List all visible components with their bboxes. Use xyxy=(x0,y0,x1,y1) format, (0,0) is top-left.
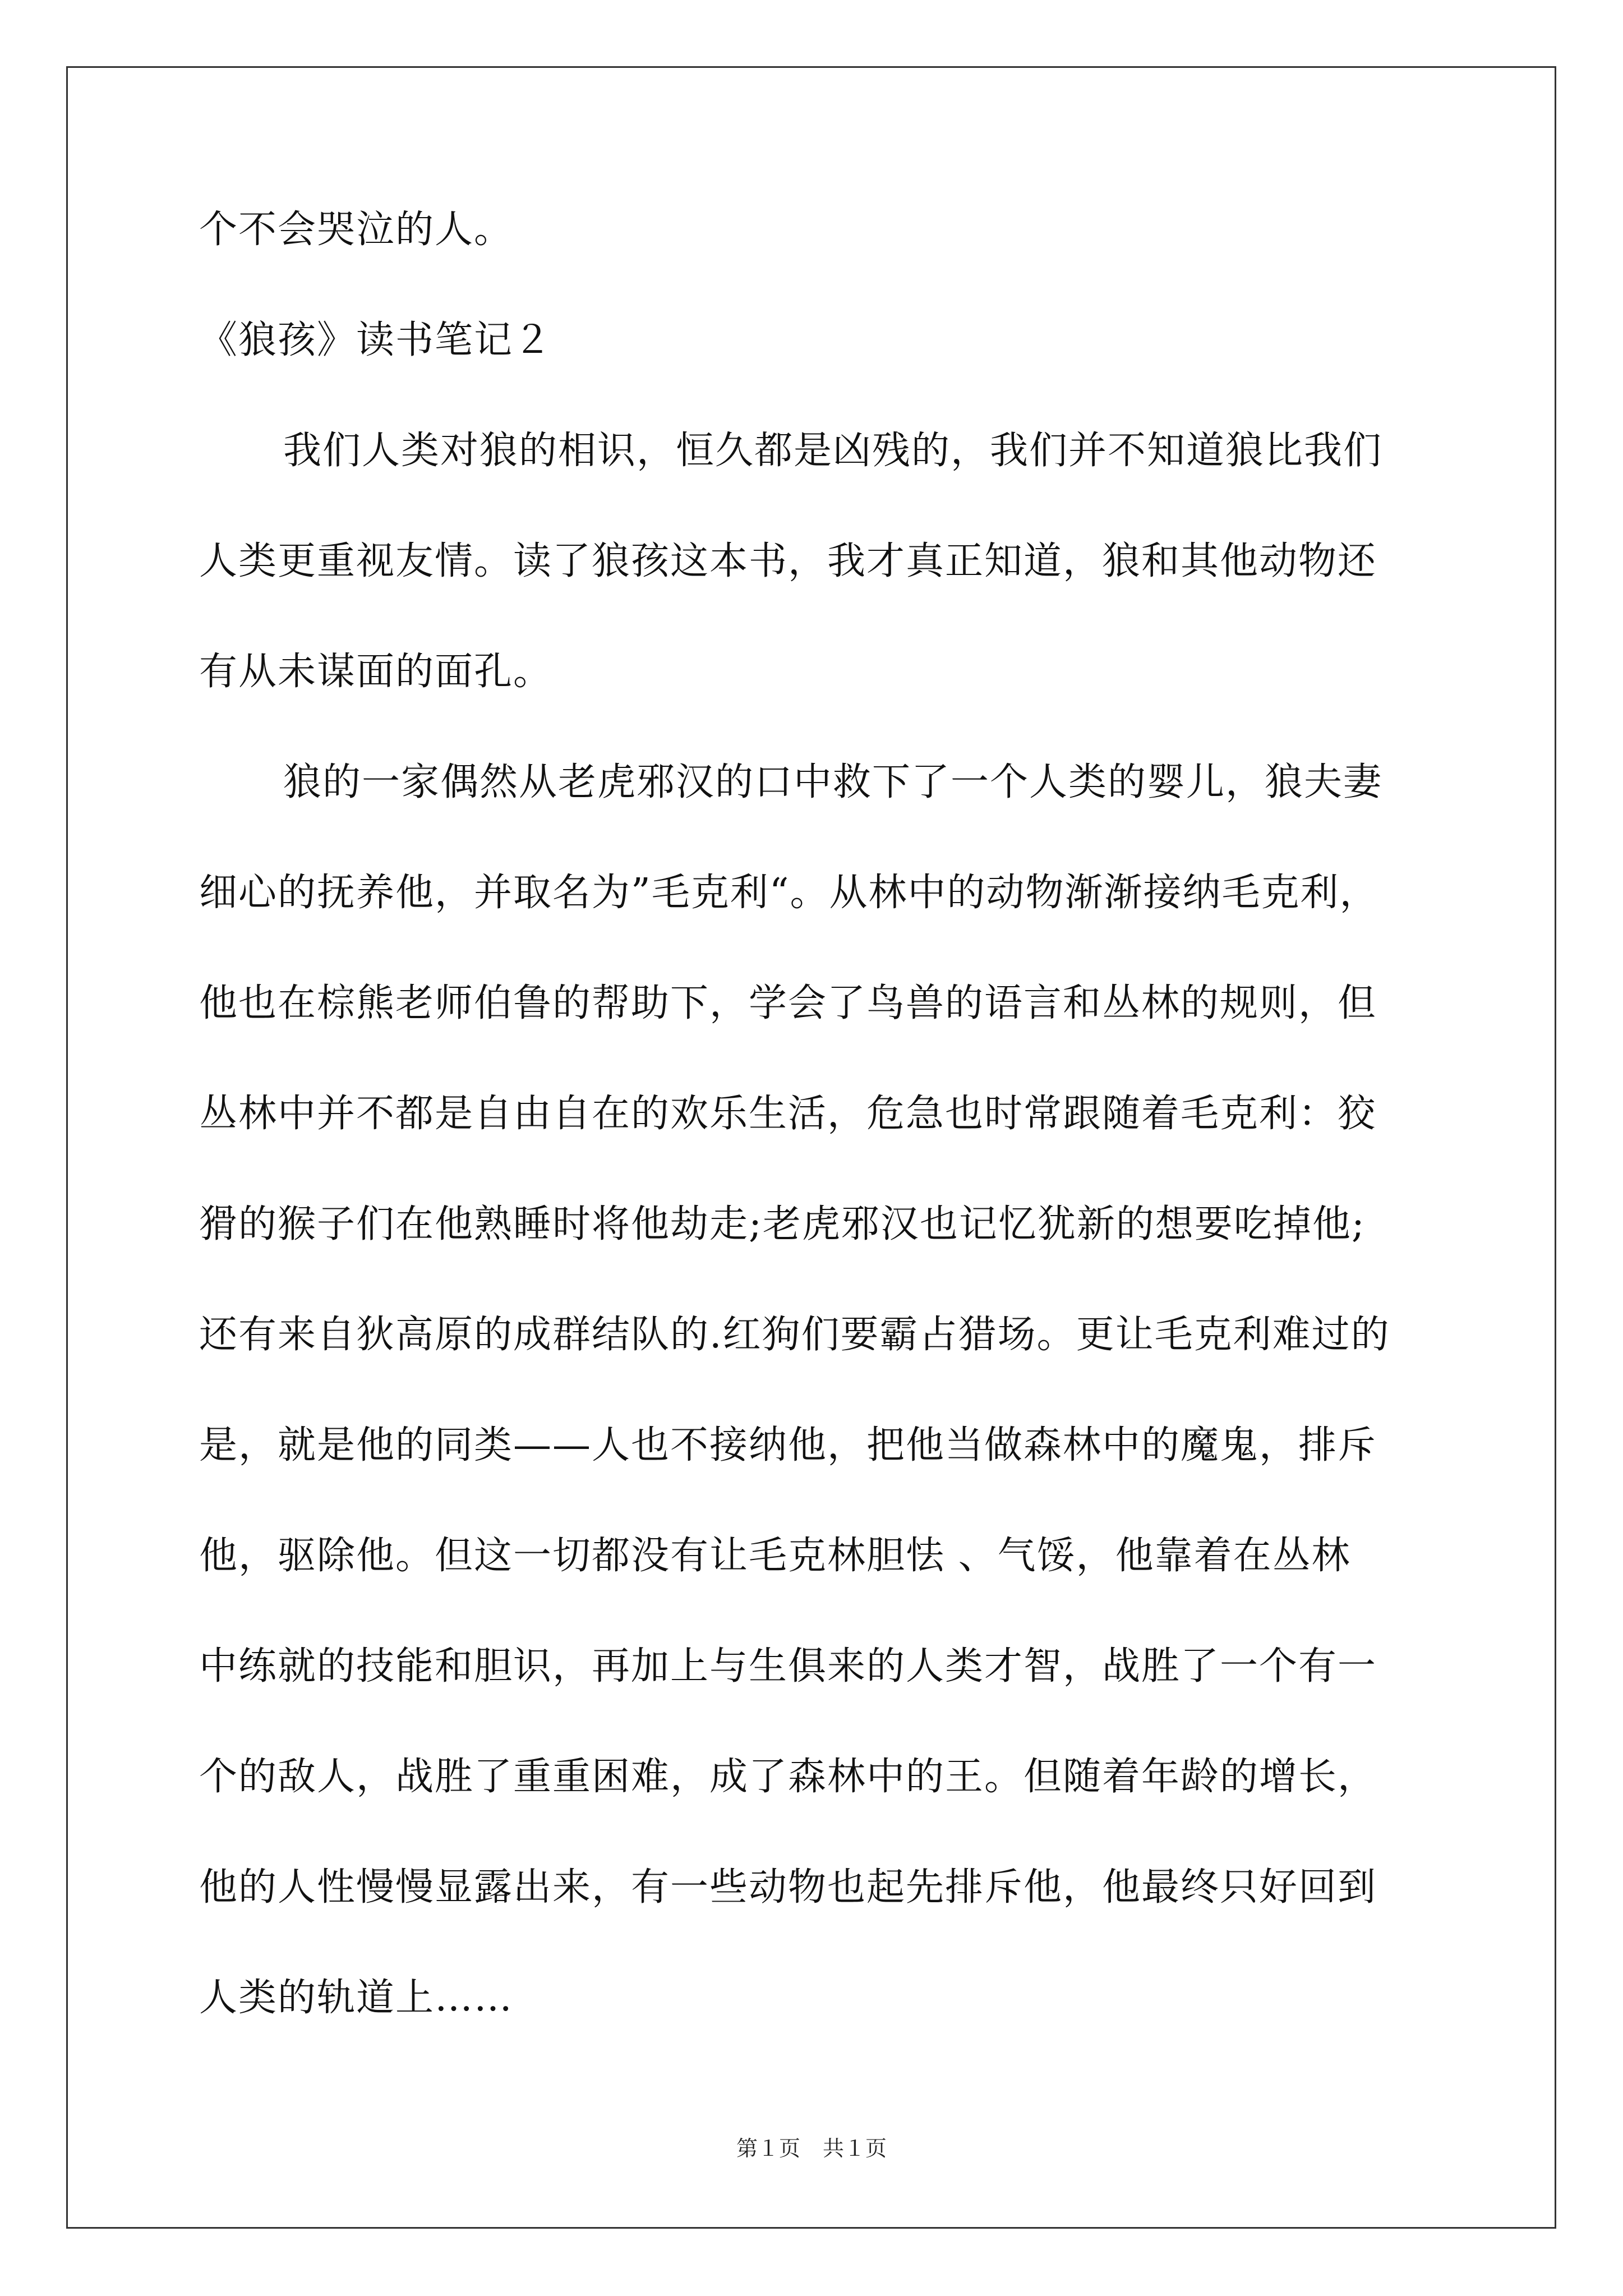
paragraph-2-line: 是，就是他的同类——人也不接纳他，把他当做森林中的魔鬼，排斥 xyxy=(199,1423,1377,1467)
paragraph-1-line: 人类更重视友情。读了狼孩这本书，我才真正知道，狼和其他动物还 xyxy=(199,539,1377,583)
continuation-line: 个不会哭泣的人。 xyxy=(199,208,514,252)
paragraph-2-line: 细心的抚养他，并取名为”毛克利“。从林中的动物渐渐接纳毛克利， xyxy=(199,871,1379,915)
page-number: 第１页 xyxy=(736,2136,800,2161)
paragraph-1-line: 有从未谋面的面孔。 xyxy=(199,650,553,694)
paragraph-2-line: 他也在棕熊老师伯鲁的帮助下，学会了鸟兽的语言和丛林的规则，但 xyxy=(199,981,1377,1025)
paragraph-2-line: 他的人性慢慢显露出来，有一些动物也起先排斥他，他最终只好回到 xyxy=(199,1865,1377,1910)
paragraph-2-line: 中练就的技能和胆识，再加上与生俱来的人类才智，战胜了一个有一 xyxy=(199,1644,1377,1688)
paragraph-2-line: 丛林中并不都是自由自在的欢乐生活，危急也时常跟随着毛克利：狡 xyxy=(199,1092,1377,1136)
paragraph-2-line: 个的敌人，战胜了重重困难，成了森林中的王。但随着年龄的增长， xyxy=(199,1755,1377,1799)
page-footer xyxy=(0,2132,1623,2165)
section-title: 《狼孩》读书笔记２ xyxy=(199,318,553,362)
paragraph-2-line: 他，驱除他。但这一切都没有让毛克林胆怯 、气馁，他靠着在丛林 xyxy=(199,1534,1351,1578)
paragraph-2-line: 狼的一家偶然从老虎邪汉的口中救下了一个人类的婴儿，狼夫妻 xyxy=(283,760,1383,804)
paragraph-1-line: 我们人类对狼的相识，恒久都是凶残的，我们并不知道狼比我们 xyxy=(283,429,1383,473)
paragraph-2-line: 猾的猴子们在他熟睡时将他劫走;老虎邪汉也记忆犹新的想要吃掉他; xyxy=(199,1202,1366,1246)
page-total: 共１页 xyxy=(823,2136,887,2161)
paragraph-2-line: 还有来自狄高原的成群结队的.红狗们要霸占猎场。更让毛克利难过的 xyxy=(199,1313,1390,1357)
paragraph-2-line: 人类的轨道上…… xyxy=(199,1976,514,2020)
